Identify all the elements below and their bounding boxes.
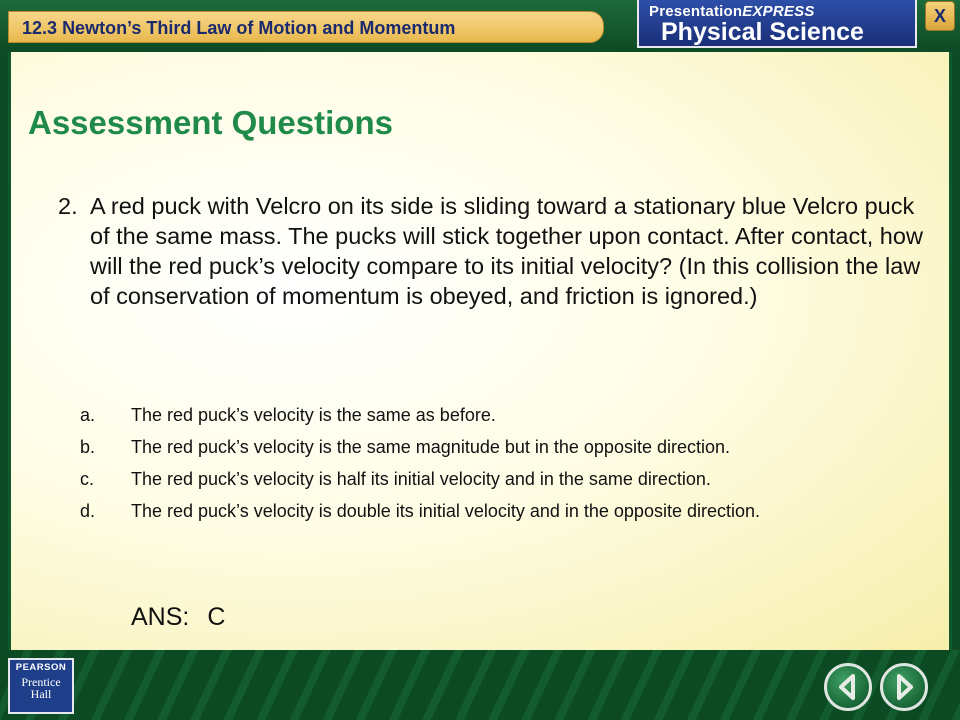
next-slide-button[interactable] — [880, 663, 928, 711]
brand-badge — [637, 0, 917, 48]
section-title-text: Newton’s Third Law of Motion and Momentum — [62, 18, 456, 38]
choice-letter: d. — [80, 501, 96, 521]
question-text: A red puck with Velcro on its side is sliding toward a stationary blue Velcro puck of the same mass. The pucks will stick together upon contact. After contact, how will the red puck’s velocity compare to its initial velocity? (In this collision the law of conservation of momentum is obeyed, and friction is ignored.) — [90, 193, 923, 309]
choice-text: The red puck’s velocity is the same as before. — [131, 405, 496, 425]
question-number: 2. — [58, 193, 78, 219]
choice-letter: c. — [80, 469, 95, 489]
choice-d — [80, 501, 930, 522]
close-button[interactable]: X — [925, 1, 955, 31]
answer-value: C — [207, 603, 226, 631]
logo-mid: Prentice — [21, 675, 61, 689]
choice-letter: b. — [80, 437, 96, 457]
brand-top-prefix: Presentation — [649, 3, 743, 20]
section-number: 12.3 — [22, 18, 58, 38]
choice-text: The red puck’s velocity is double its initial velocity and in the opposite direction. — [131, 501, 761, 521]
logo-bottom: Hall — [30, 687, 52, 701]
logo-top: PEARSON — [15, 662, 67, 673]
footer-bar — [0, 650, 960, 720]
answer-label: ANS: — [131, 603, 190, 631]
choice-b — [80, 437, 930, 458]
brand-top-suffix: EXPRESS — [742, 3, 815, 20]
choice-letter: a. — [80, 405, 96, 425]
answer-choices — [80, 405, 930, 533]
choice-a — [80, 405, 930, 426]
choice-text: The red puck’s velocity is the same magnitude but in the opposite direction. — [131, 437, 731, 457]
answer — [131, 603, 225, 632]
chevron-right-icon — [883, 666, 925, 708]
brand-bottom: Physical Science — [661, 18, 864, 46]
chevron-left-icon — [827, 666, 869, 708]
prev-slide-button[interactable] — [824, 663, 872, 711]
question — [58, 191, 928, 311]
slide-title: Assessment Questions — [28, 104, 393, 141]
pearson-logo — [8, 658, 74, 714]
choice-c — [80, 469, 930, 490]
section-title — [22, 18, 455, 39]
choice-text: The red puck’s velocity is half its initial velocity and in the same direction. — [131, 469, 711, 489]
